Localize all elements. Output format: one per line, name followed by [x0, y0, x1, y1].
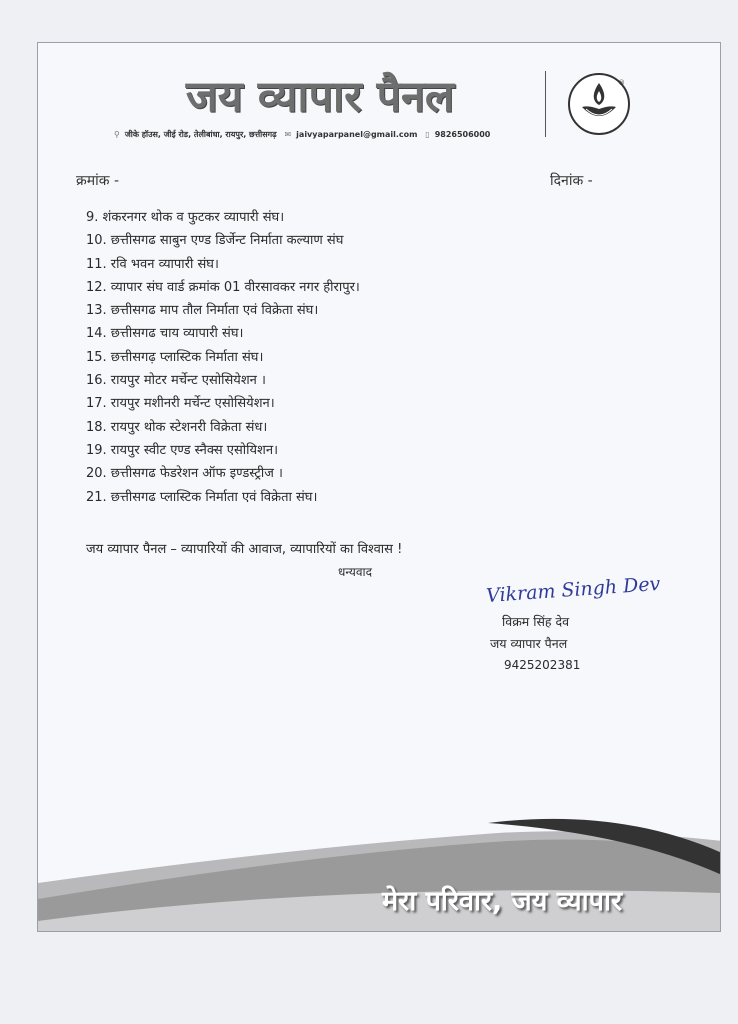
date-label: दिनांक -	[550, 173, 593, 189]
list-item: 15. छत्तीसगढ़ प्लास्टिक निर्माता संघ।	[86, 349, 264, 365]
letterhead-address: जीके हॉउस, जीई रोड, तेलीबांधा, रायपुर, छत्तीसगढ़	[124, 130, 277, 139]
list-item: 14. छत्तीसगढ चाय व्यापारी संघ।	[86, 326, 244, 342]
list-item: 9. शंकरनगर थोक व फुटकर व्यापारी संघ।	[86, 210, 285, 225]
list-item: 10. छत्तीसगढ साबुन एण्ड डिर्जेन्ट निर्माता कल्याण संघ	[86, 233, 344, 249]
letter-page	[37, 42, 721, 932]
signer-organization: जय व्यापार पैनल	[490, 636, 568, 651]
ref-label: क्रमांक -	[76, 173, 120, 189]
phone-icon: ▯	[425, 130, 430, 139]
location-pin-icon: ⚲	[114, 130, 120, 139]
list-item: 21. छत्तीसगढ प्लास्टिक निर्माता एवं विक्रेता संघ।	[86, 489, 318, 505]
list-item: 16. रायपुर मोटर मर्चेन्ट एसोसियेशन ।	[86, 373, 266, 389]
list-item: 12. व्यापार संघ वार्ड क्रमांक 01 वीरसावकर नगर हीरापुर।	[86, 279, 360, 295]
thanks-text: धन्यवाद	[338, 565, 373, 579]
header-divider	[545, 71, 546, 137]
association-list	[86, 206, 360, 509]
mail-icon: ✉	[284, 130, 292, 139]
letterhead-contact	[114, 129, 534, 140]
letterhead-title: जय व्यापार पैनल	[185, 72, 455, 122]
letterhead-email: jaivyaparpanel@gmail.com	[296, 130, 418, 139]
logo	[568, 73, 630, 135]
letterhead-phone: 9826506000	[434, 130, 491, 139]
list-item: 20. छत्तीसगढ फेडरेशन ऑफ इण्डस्ट्रीज ।	[86, 466, 283, 482]
registered-mark: ®	[618, 79, 625, 87]
list-item: 13. छत्तीसगढ माप तौल निर्माता एवं विक्रेता संघ।	[86, 303, 319, 319]
list-item: 19. रायपुर स्वीट एण्ड स्नैक्स एसोयिशन।	[86, 442, 278, 458]
list-item: 17. रायपुर मशीनरी मर्चेन्ट एसोसियेशन।	[86, 396, 275, 412]
handwritten-signature: Vikram Singh Dev	[485, 572, 661, 608]
list-item: 18. रायपुर थोक स्टेशनरी विक्रेता संध।	[86, 419, 268, 435]
slogan: जय व्यापार पैनल – व्यापारियों की आवाज, व्यापारियों का विश्वास !	[86, 542, 403, 557]
list-item: 11. रवि भवन व्यापारी संघ।	[86, 256, 219, 272]
signer-phone: 9425202381	[504, 658, 581, 672]
signer-name: विक्रम सिंह देव	[502, 614, 570, 629]
footer-tagline: मेरा परिवार, जय व्यापार	[382, 886, 623, 917]
